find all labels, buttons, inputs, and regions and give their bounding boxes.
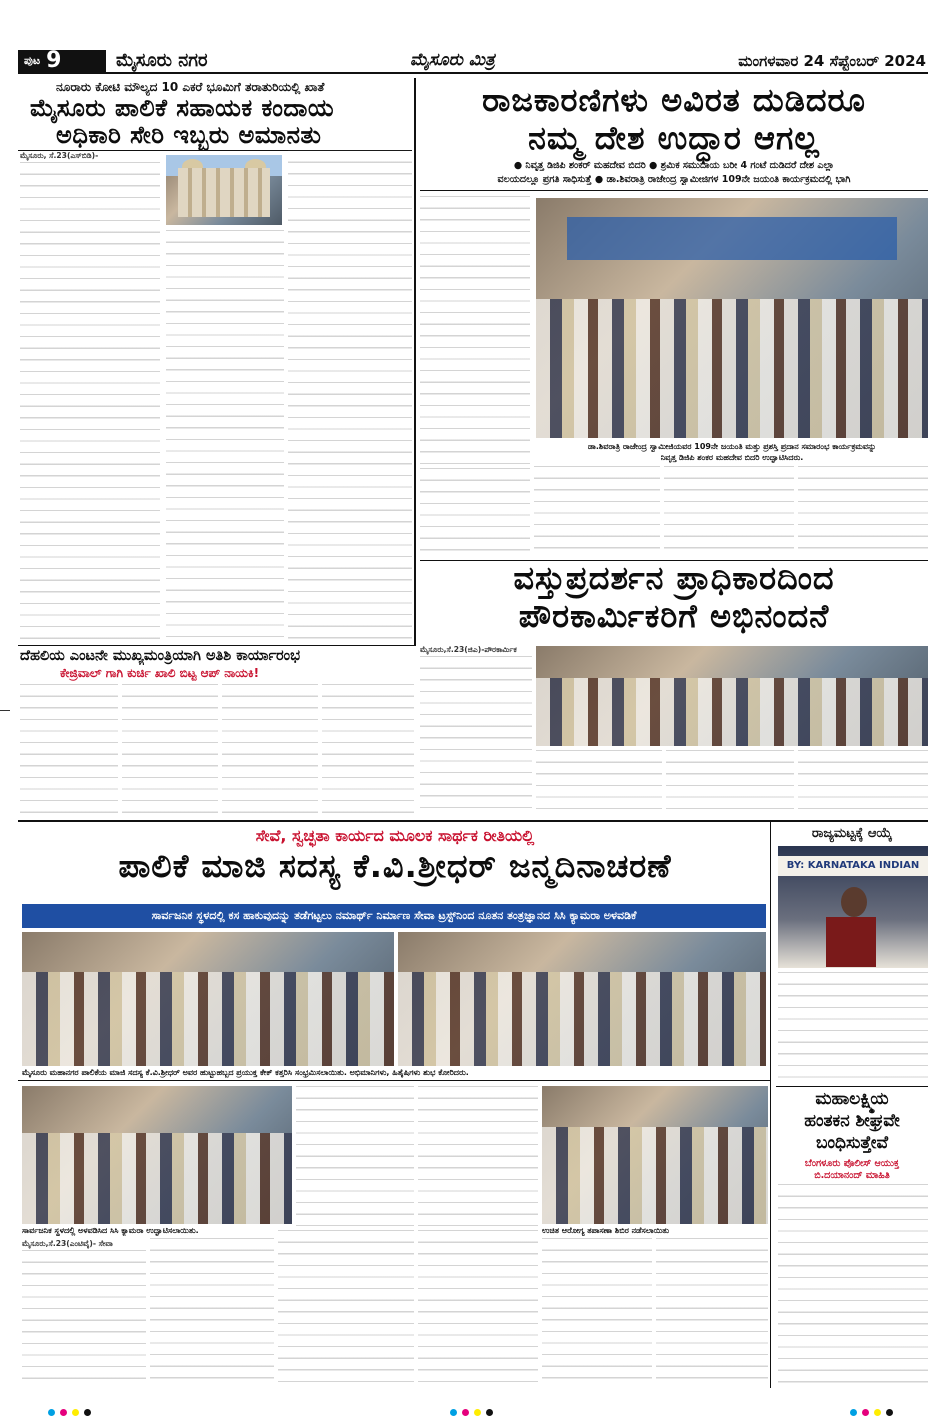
body-text-lines: [322, 684, 414, 816]
body-text-lines: [150, 1238, 274, 1388]
exhibition-headline-2: ಪೌರಕಾರ್ಮಿಕರಿಗೆ ಅಭಿನಂದನೆ: [518, 597, 830, 635]
cctv-inauguration-photo: [22, 1086, 292, 1224]
birthday-body-col-b: [150, 1238, 274, 1388]
newspaper-logo: ಮೈಸೂರು ಮಿತ್ರ: [410, 50, 495, 70]
birthday-photo-caption: ಮೈಸೂರು ಮಹಾನಗರ ಪಾಲಿಕೆಯ ಮಾಜಿ ಸದಸ್ಯ ಕೆ.ವಿ.ಶ್ರೀಧರ್ ಅವರ ಹುಟ್ಟುಹಬ್ಬದ ಪ್ರಯುಕ್ತ ಕೇಕ್ ಕತ್ತರಿಸಿ ಸಂಭ್ರಮಿಸಲಾಯಿತು. ಅಭಿಮಾನಿಗಳು, ಹಿತೈಷಿಗಳು ಶುಭ ಕೋರಿದರು.: [22, 1068, 469, 1077]
murder-headline-2: ಹಂತಕನ ಶೀಘ್ರವೇ: [804, 1111, 900, 1131]
body-text-lines: [418, 1230, 538, 1388]
rule-line: [776, 1086, 928, 1087]
politics-body-col-1: [420, 196, 530, 466]
delhi-body-col-3: [222, 684, 318, 816]
body-text-lines: [122, 684, 218, 816]
politics-headline-2: ನಮ್ಮ ದೇಶ ಉದ್ಧಾರ ಆಗಲ್ಲ: [528, 119, 820, 157]
body-text-lines: [778, 972, 928, 1082]
athlete-head: [841, 887, 867, 917]
body-text-lines: [166, 230, 284, 640]
magenta-dot: [862, 1409, 869, 1416]
page-number: 9: [46, 48, 62, 73]
body-text-lines: [20, 162, 160, 640]
delhi-body-col-4: [322, 684, 414, 816]
cyan-dot: [48, 1409, 55, 1416]
body-text-lines: [22, 1250, 146, 1388]
body-text-lines: [798, 466, 928, 558]
birthday-body-col-d: [418, 1230, 538, 1388]
photo-people: [536, 678, 928, 746]
municipal-building-photo: [166, 155, 282, 225]
page-label: ಪುಟ: [24, 54, 41, 67]
photo-people: [22, 972, 394, 1066]
body-text-lines: [222, 684, 318, 816]
land-story-body-col-2: [166, 230, 284, 640]
yellow-dot: [474, 1409, 481, 1416]
politics-photo-caption-1: ಡಾ.ಶಿವರಾತ್ರಿ ರಾಜೇಂದ್ರ ಸ್ವಾಮೀಜಿಯವರ 109ನೇ ಜಯಂತಿ ಮತ್ತು ಪ್ರಶಸ್ತಿ ಪ್ರದಾನ ಸಮಾರಂಭ ಕಾರ್ಯಕ್ರಮವನ್ನು: [587, 442, 877, 451]
politics-headline-1: ರಾಜಕಾರಣಿಗಳು ಅವಿರತ ದುಡಿದರೂ: [482, 81, 866, 119]
delhi-body-col-1: [20, 684, 118, 816]
magenta-dot: [462, 1409, 469, 1416]
politics-body-col-1b: [420, 468, 530, 558]
sport-kicker: ರಾಜ್ಯಮಟ್ಟಕ್ಕೆ ಆಯ್ಕೆ: [811, 826, 893, 841]
cyan-dot: [850, 1409, 857, 1416]
body-text-lines: [420, 468, 530, 558]
body-text-lines: [656, 1238, 768, 1388]
murder-headline-1: ಮಹಾಲಕ್ಷ್ಮಿಯ: [815, 1089, 889, 1109]
fold-mark: [0, 710, 10, 711]
birthday-strap: ಸಾರ್ವಜನಿಕ ಸ್ಥಳದಲ್ಲಿ ಕಸ ಹಾಕುವುದನ್ನು ತಡೆಗಟ್ಟಲು ನಮಾರ್ಥ್ ನಿರ್ಮಾಣ ಸೇವಾ ಟ್ರಸ್ಟ್‌ನಿಂದ ನೂತನ ತಂತ್ರಜ್ಞಾನದ ಸಿಸಿ ಕ್ಯಾಮರಾ ಅಳವಡಿಕೆ: [22, 904, 766, 928]
birthday-body-col-c: [278, 1230, 414, 1388]
yellow-dot: [874, 1409, 881, 1416]
body-text-lines: [542, 1238, 652, 1388]
cyan-dot: [450, 1409, 457, 1416]
exhibition-body-col-1: [420, 644, 532, 816]
rule-line: [18, 820, 928, 822]
birthday-dateline: ಮೈಸೂರು,ಸೆ.23(ಎಂಟಿವೈ)- ಸೇವಾ: [22, 1239, 113, 1248]
black-dot: [486, 1409, 493, 1416]
delhi-body-col-2: [122, 684, 218, 816]
exhibition-body-col-2: [536, 750, 662, 816]
photo-people: [398, 972, 766, 1066]
body-text-lines: [278, 1230, 414, 1388]
photo-people: [536, 299, 928, 438]
politics-bullets-1: ● ನಿವೃತ್ತ ಡಿಜಿಪಿ ಶಂಕರ್ ಮಹದೇವ ಬಿದರಿ ● ಶ್ರಮಿಕ ಸಮುದಾಯ ಬರೀ 4 ಗಂಟೆ ದುಡಿದರೆ ದೇಶ ಎಲ್ಲಾ: [513, 160, 835, 171]
page-date: ಮಂಗಳವಾರ 24 ಸೆಪ್ಟೆಂಬರ್ 2024: [738, 52, 926, 70]
photo-building: [178, 168, 271, 217]
birthday-body-col-a: [22, 1238, 146, 1388]
exhibition-felicitation-photo: [536, 646, 928, 746]
sport-athlete-photo: [778, 846, 928, 968]
black-dot: [84, 1409, 91, 1416]
murder-subhead-2: ಬಿ.ದಯಾನಂದ್ ಮಾಹಿತಿ: [814, 1170, 890, 1181]
body-text-lines: [420, 196, 530, 466]
land-story-kicker: ನೂರಾರು ಕೋಟಿ ಮೌಲ್ಯದ 10 ಎಕರೆ ಭೂಮಿಗೆ ತರಾತುರಿಯಲ್ಲಿ ಖಾತೆ: [56, 80, 325, 94]
birthday-cake-photo-right: [398, 932, 766, 1066]
birthday-headline: ಪಾಲಿಕೆ ಮಾಜಿ ಸದಸ್ಯ ಕೆ.ವಿ.ಶ್ರೀಧರ್ ಜನ್ಮದಿನಾಚರಣೆ: [118, 847, 672, 885]
yellow-dot: [72, 1409, 79, 1416]
body-text-lines: [536, 750, 662, 816]
exhibition-headline-1: ವಸ್ತುಪ್ರದರ್ಶನ ಪ್ರಾಧಿಕಾರದಿಂದ: [513, 559, 835, 597]
body-text-lines: [418, 1086, 538, 1226]
rule-line: [18, 645, 414, 646]
birthday-kicker: ಸೇವೆ, ಸ್ವಚ್ಛತಾ ಕಾರ್ಯದ ಮೂಲಕ ಸಾರ್ಥಕ ರೀತಿಯಲ್ಲಿ: [255, 826, 535, 845]
delhi-headline: ದೆಹಲಿಯ ಎಂಟನೇ ಮುಖ್ಯಮಂತ್ರಿಯಾಗಿ ಅತಿಶಿ ಕಾರ್ಯಾರಂಭ: [20, 648, 301, 664]
rule-line: [420, 190, 928, 191]
land-story-dateline: ಮೈಸೂರು, ಸೆ.23(ಎಸ್‌ಬಿಡಿ)-: [20, 151, 99, 160]
body-text-lines: [420, 656, 532, 816]
page-number-box: [18, 50, 106, 72]
murder-headline-3: ಬಂಧಿಸುತ್ತೇವೆ: [815, 1133, 889, 1153]
birthday-body-col-e: [542, 1238, 652, 1388]
print-registration-dots-right: [850, 1409, 893, 1416]
body-text-lines: [20, 684, 118, 816]
land-story-headline-2: ಅಧಿಕಾರಿ ಸೇರಿ ಇಬ್ಬರು ಅಮಾನತು: [56, 121, 322, 149]
cctv-photo-caption: ಸಾರ್ವಜನಿಕ ಸ್ಥಳದಲ್ಲಿ ಅಳವಡಿಸಿದ ಸಿಸಿ ಕ್ಯಾಮರಾ ಉದ್ಘಾಟಿಸಲಾಯಿತು.: [22, 1226, 199, 1235]
rule-line: [18, 1080, 770, 1081]
body-text-lines: [664, 466, 794, 558]
politics-body-col-4: [798, 466, 928, 558]
body-text-lines: [534, 466, 660, 558]
birthday-body-col-3: [418, 1086, 538, 1226]
column-divider: [770, 822, 771, 1388]
magenta-dot: [60, 1409, 67, 1416]
delhi-subhead: ಕೇಜ್ರಿವಾಲ್ ಗಾಗಿ ಕುರ್ಚಿ ಖಾಲಿ ಬಿಟ್ಟ ಆಪ್ ನಾಯಕಿ!: [60, 666, 260, 680]
politics-event-photo: [536, 198, 928, 438]
body-text-lines: [666, 750, 794, 816]
sport-photo-banner: BY: KARNATAKA INDIAN: [778, 856, 928, 876]
murder-body-text: [778, 1184, 928, 1388]
politics-photo-caption-2: ನಿವೃತ್ತ ಡಿಜಿಪಿ ಶಂಕರ ಮಹದೇವ ಬಿದರಿ ಉದ್ಘಾಟಿಸಿದರು.: [660, 453, 804, 462]
print-registration-dots-center: [450, 1409, 493, 1416]
body-text-lines: [296, 1086, 414, 1226]
birthday-body-col-2: [296, 1086, 414, 1226]
photo-people: [542, 1127, 768, 1224]
sport-body-text: [778, 972, 928, 1082]
photo-people: [22, 1133, 292, 1224]
health-camp-caption: ಉಚಿತ ಆರೋಗ್ಯ ತಪಾಸಣಾ ಶಿಬಿರ ನಡೆಸಲಾಯಿತು: [542, 1226, 670, 1235]
birthday-body-col-f: [656, 1238, 768, 1388]
politics-body-col-3: [664, 466, 794, 558]
politics-body-col-2: [534, 466, 660, 558]
health-camp-photo: [542, 1086, 768, 1224]
land-story-body-col-1: [20, 150, 160, 640]
page-masthead: [18, 48, 928, 74]
body-text-lines: [798, 750, 928, 816]
section-name: ಮೈಸೂರು ನಗರ: [116, 50, 208, 71]
exhibition-body-col-4: [798, 750, 928, 816]
column-divider: [414, 78, 416, 646]
exhibition-body-col-3: [666, 750, 794, 816]
land-story-body-col-3: [288, 150, 412, 640]
black-dot: [886, 1409, 893, 1416]
athlete-body: [826, 917, 876, 967]
photo-stage-banner: [567, 217, 896, 260]
birthday-cake-photo-left: [22, 932, 394, 1066]
land-story-headline-1: ಮೈಸೂರು ಪಾಲಿಕೆ ಸಹಾಯಕ ಕಂದಾಯ: [30, 94, 335, 122]
body-text-lines: [778, 1184, 928, 1388]
politics-bullets-2: ವಲಯದಲ್ಲೂ ಪ್ರಗತಿ ಸಾಧಿಸುತ್ತೆ ● ಡಾ.ಶಿವರಾತ್ರಿ ರಾಜೇಂದ್ರ ಸ್ವಾಮೀಜಿಗಳ 109ನೇ ಜಯಂತಿ ಕಾರ್ಯಕ್ರಮದಲ್ಲಿ ಭಾಗಿ: [497, 174, 851, 185]
murder-subhead: ಬೆಂಗಳೂರು ಪೊಲೀಸ್ ಆಯುಕ್ತ: [804, 1158, 900, 1169]
print-registration-dots-left: [48, 1409, 91, 1416]
exhibition-dateline: ಮೈಸೂರು,ಸೆ.23(ಜಿಎ)-ಪೌರಕಾರ್ಮಿಕ: [420, 645, 517, 654]
body-text-lines: [288, 150, 412, 640]
